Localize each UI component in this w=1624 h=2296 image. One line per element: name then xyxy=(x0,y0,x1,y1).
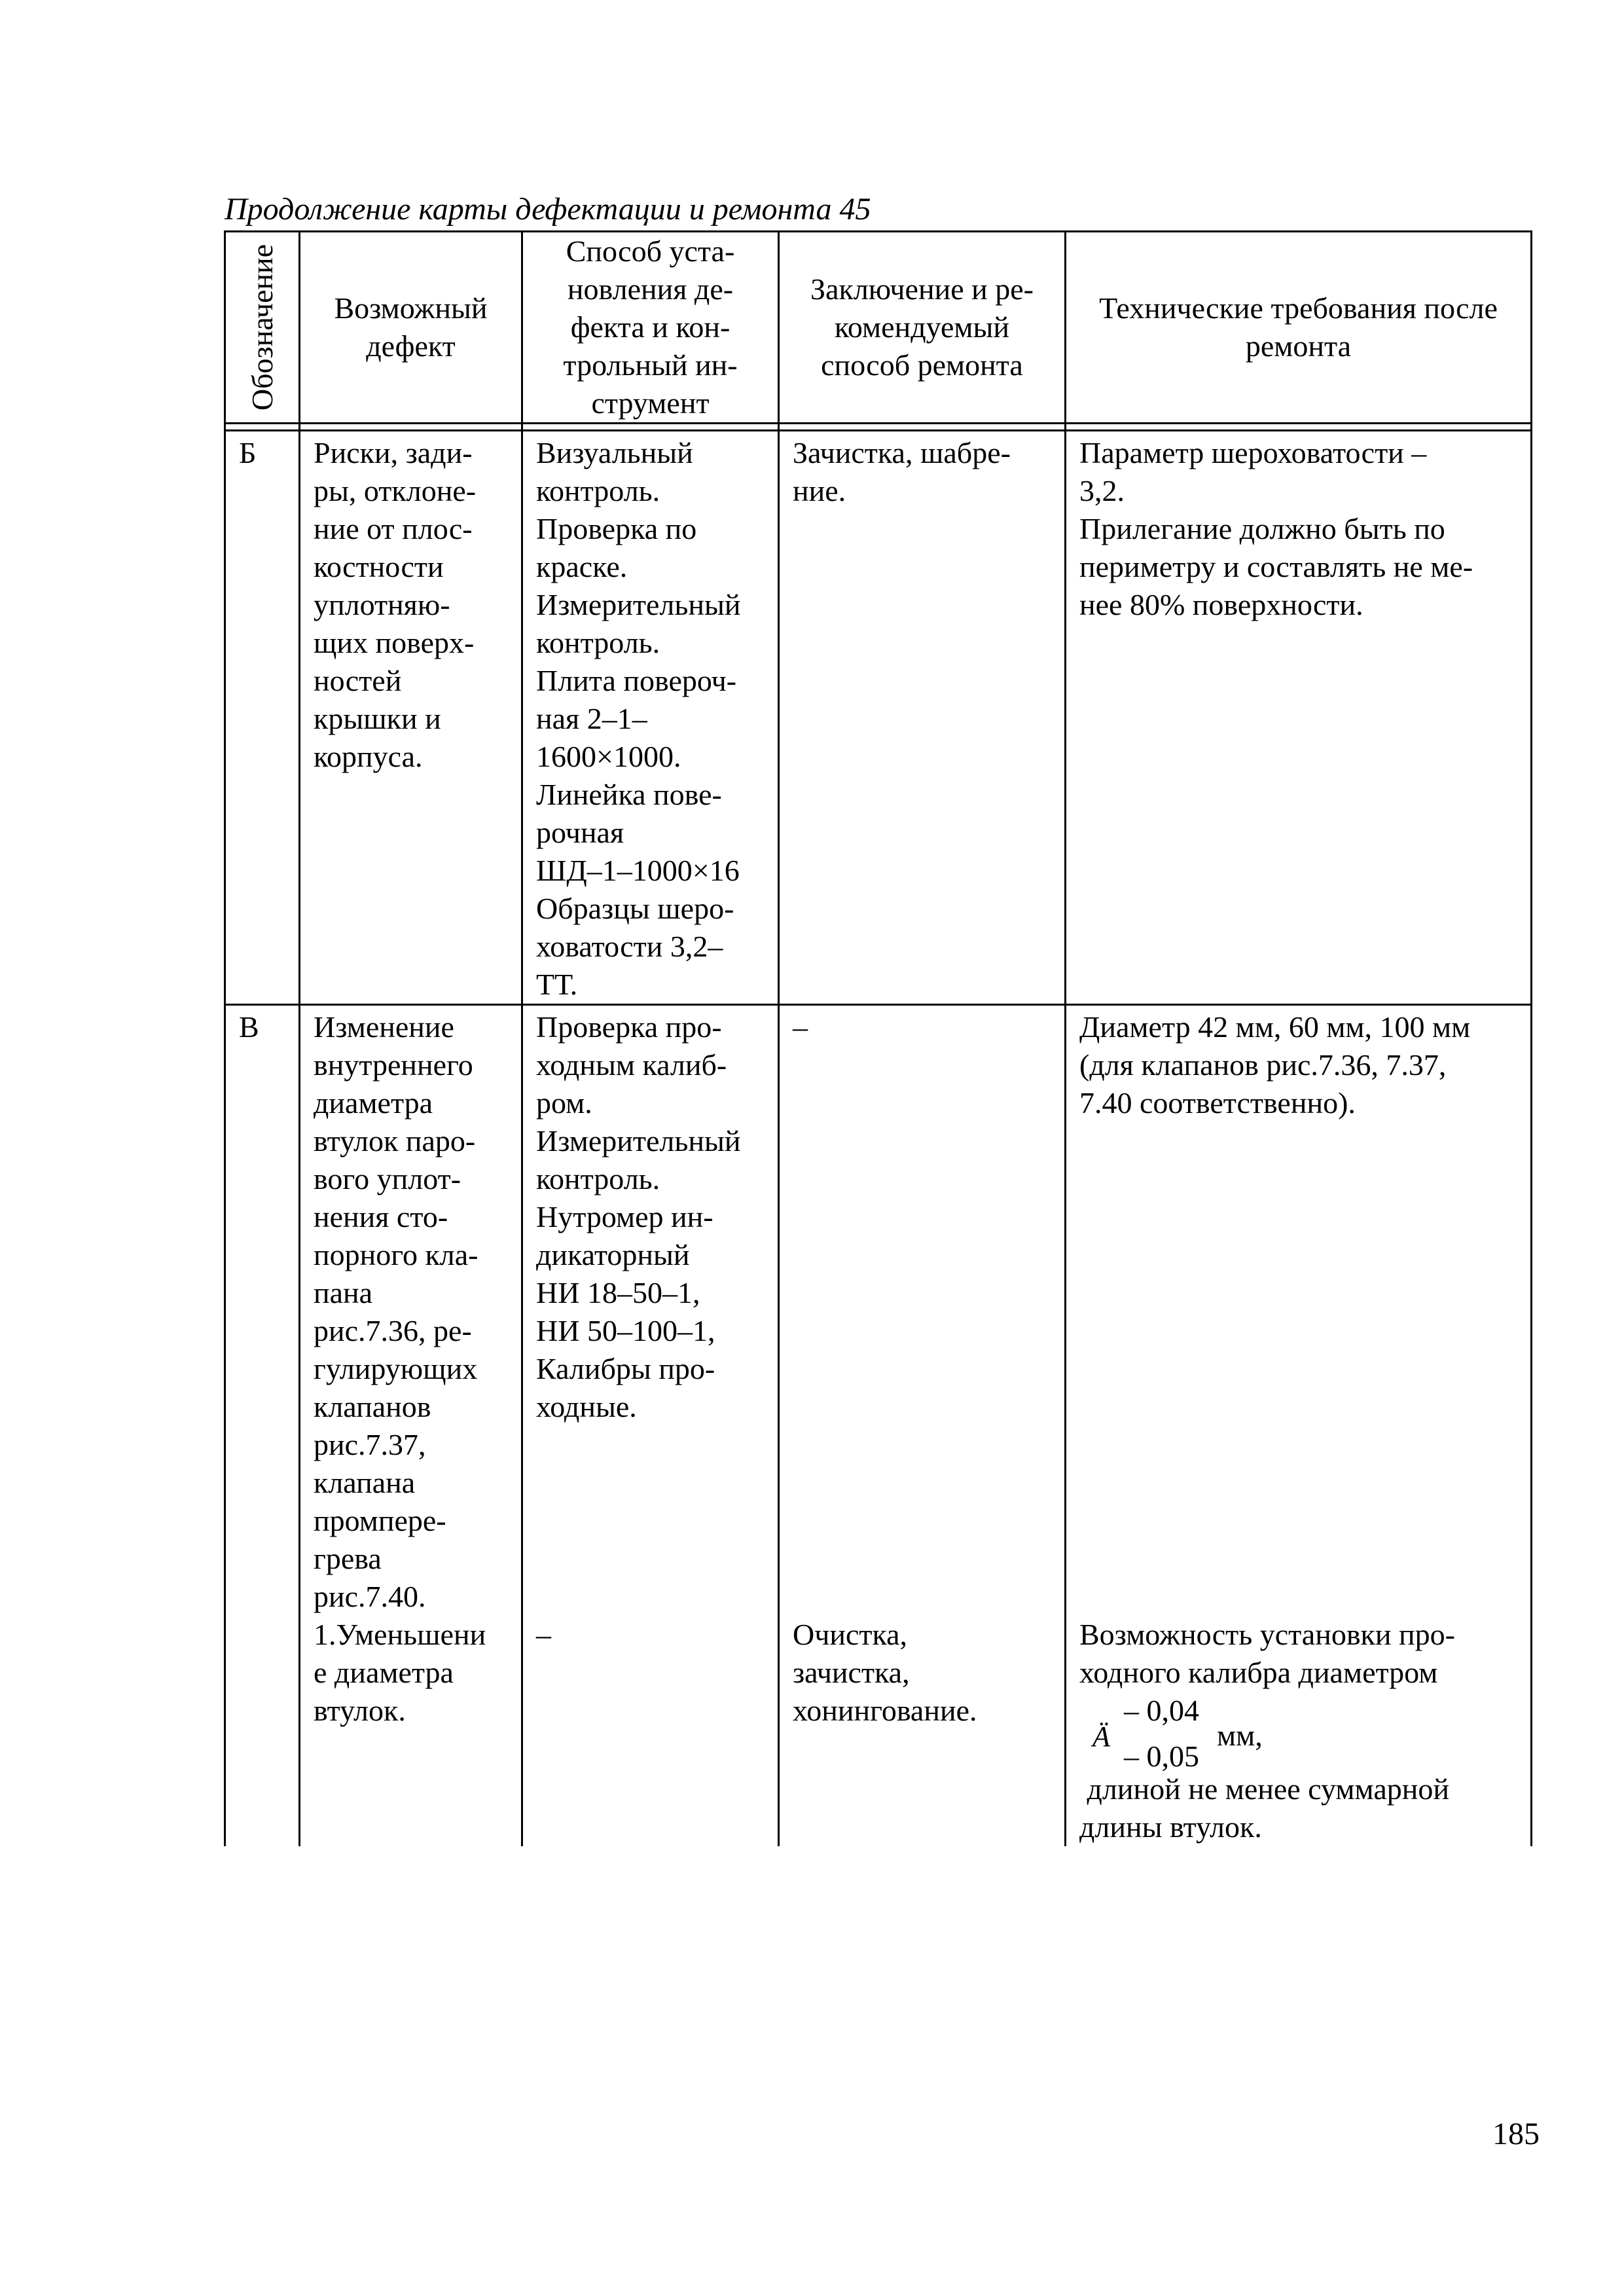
table-caption: Продолжение карты дефектации и ремонта 45 xyxy=(225,192,871,227)
table-header-row xyxy=(225,232,1532,424)
row-b-requirements: Параметр шероховатости – 3,2. Прилегание должно быть по периметру и составлять не ме- нее 80% поверхности. xyxy=(1066,431,1532,1005)
header-repair: Заключение и ре- комендуемый способ ремонта xyxy=(779,232,1066,424)
header-method: Способ уста- новления де- фекта и кон- трольный ин- струмент xyxy=(522,232,779,424)
row-v-method-sub: – xyxy=(536,1618,551,1651)
defect-repair-table xyxy=(224,230,1532,1846)
row-v-method: Проверка про- ходным калиб- ром. Измерительный контроль. Нутромер ин- дикаторный НИ 18–50–1, НИ 50–100–1, Калибры про- ходные. – xyxy=(522,1005,779,1847)
row-v-repair: – Очистка, зачистка, хонингование. xyxy=(779,1005,1066,1847)
header-designation-label: Обозначение xyxy=(245,244,279,411)
header-defect: Возможный дефект xyxy=(300,232,522,424)
row-b-mark: Б xyxy=(225,431,300,1005)
row-v-defect: Изменение внутреннего диаметра втулок паро- вого уплот- нения сто- порного кла- пана рис.7.36, ре- гулирующих клапанов рис.7.37, клапана промпере- грева рис.7.40. 1.Уменьшени е диаметра втулок. xyxy=(300,1005,522,1847)
table-row xyxy=(225,431,1532,1005)
table-row xyxy=(225,1005,1532,1847)
row-v-requirements: Диаметр 42 мм, 60 мм, 100 мм (для клапанов рис.7.36, 7.37, 7.40 соответственно). Возможность установки про- ходного калибра диаметром Ä – 0,04 – 0,05 мм, длиной не менее суммарной длины втулок. xyxy=(1066,1005,1532,1847)
page-number: 185 xyxy=(1492,2117,1540,2151)
row-v-mark: В xyxy=(225,1005,300,1847)
header-requirements: Технические требования после ремонта xyxy=(1066,232,1532,424)
row-b-method: Визуальный контроль. Проверка по краске. Измерительный контроль. Плита повероч- ная 2–1– 1600×1000. Линейка пове- рочная ШД–1–1000×16 Образцы шеро- ховатости 3,2– ТТ. xyxy=(522,431,779,1005)
row-b-defect: Риски, зади- ры, отклоне- ние от плос- костности уплотняю- щих поверх- ностей крышки и корпуса. xyxy=(300,431,522,1005)
diameter-tolerance-formula: Ä – 0,04 – 0,05 мм, xyxy=(1092,1694,1263,1773)
row-b-repair: Зачистка, шабре- ние. xyxy=(779,431,1066,1005)
header-designation xyxy=(225,232,300,424)
